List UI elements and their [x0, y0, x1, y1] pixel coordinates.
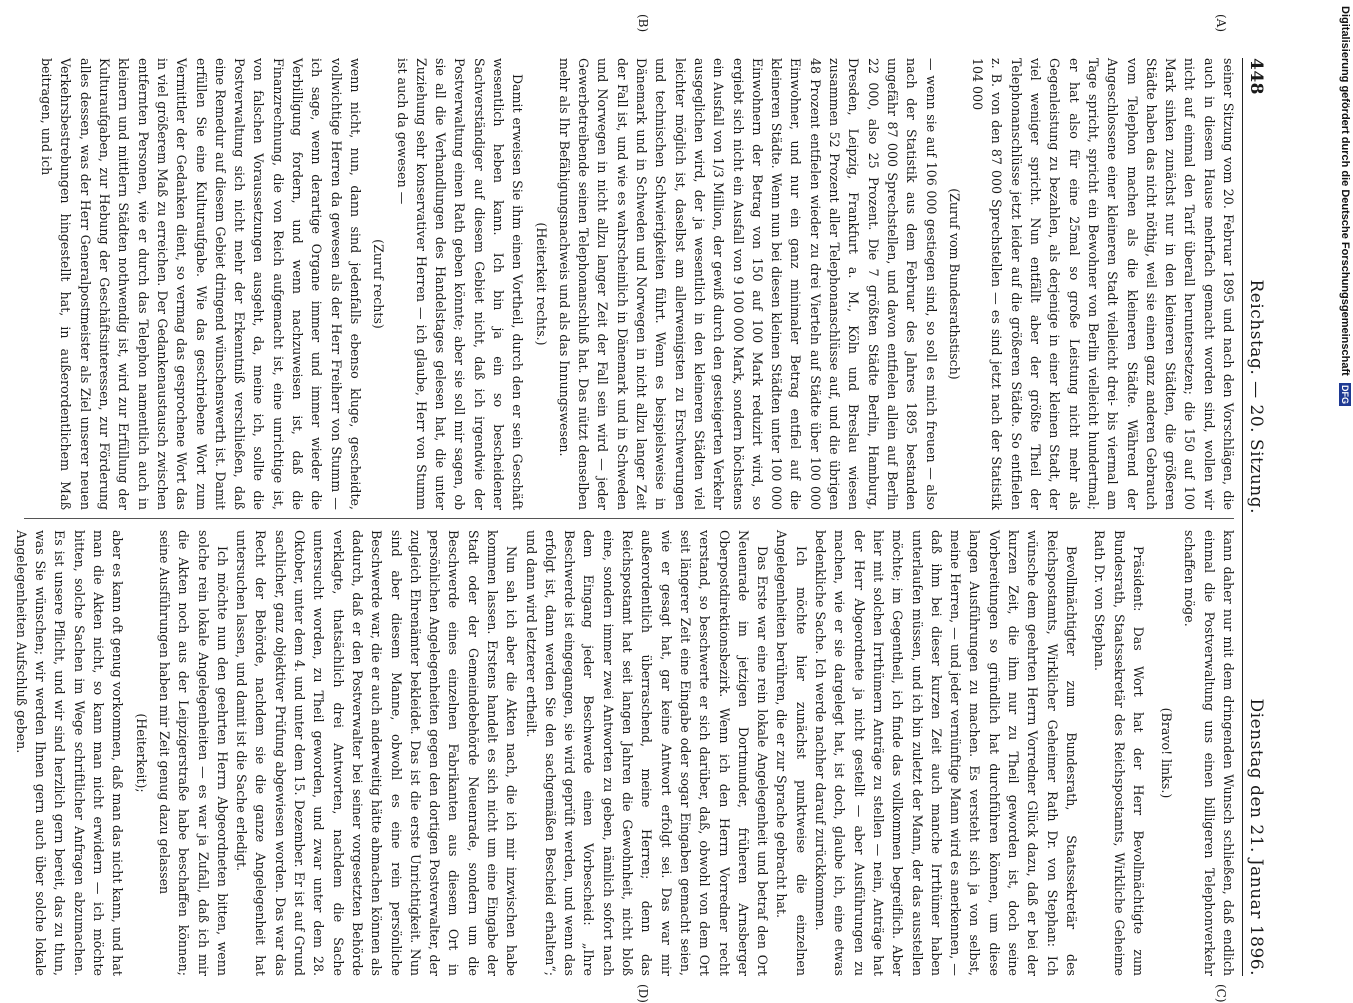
paragraph: — wenn sie auf 106 000 gestiegen sind, so soll es mich freuen — also nach der Statistik aus dem Februar des Jahres 1895 bestanden ungefähr 87 000 Sprechstellen, und davon entfielen allein auf Berlin 22 000, also 25 Prozent. Die 7 größten Städte Berlin, Hamburg, Dresden, Leipzig, Frankfurt a. M., Köln und Breslau wiesen zusammen 52 Prozent aller Telephonanschlüsse auf, und die übrigen 48 Prozent entfielen wieder zu drei Vierteln auf Städte über 100 000 Einwohner, und nur ein ganz minimaler Betrag entfiel auf die kleineren Städte. Wenn nun bei diesen kleinen Städten unter 100 000 Einwohnern der Betrag von 150 auf 100 Mark reduzirt wird, so ergiebt sich nicht ein Ausfall von 9 100 000 Mark, sondern höchstens ein Ausfall von 1/3 Million, der gewiß durch den gesteigerten Verkehr ausgeglichen wird, der ja wesentlich in den kleineren Städten viel leichter möglich ist, daselbst am allerwenigsten zu Erschwerungen und technischen Schwierigkeiten führt. Wenn es beispielsweise in Dänemark und in Schweden und Norwegen in nicht allzu langer Zeit der Fall ist, und wie es wahrscheinlich in Dänemark und in Schweden und Norwegen in nicht allzu langer Zeit der Fall sein wird — jeder Gewerbetreibende seinen Telephonanschluß hat. Das nützt denselben mehr als Ihr Befähigungsnachweis und als das Innungswesen. — [556, 58, 939, 510]
paragraph: Nun sah ich aber die Akten nach, die ich mir inzwischen habe kommen lassen. Erstens handelt es sich nicht um eine Eingabe der Stadt oder der Gemeindebehörde Neuenrade, sondern um die Beschwerde eines einzelnen Fabrikanten aus diesem Ort in persönlichen Angelegenheiten gegen den dortigen Postverwalter, der zugleich Ehrenämter bekleidet. Das ist die erste Unrichtigkeit. Nun sind aber diesem Manne, obwohl es eine rein persönliche Beschwerde war, die er auch anderweitig hätte abmachen können als dadurch, daß er den Postverwalter bei seiner vorgesetzten Behörde verklagte, thatsächlich drei Antworten, nachdem die Sache untersucht worden, zu Theil geworden, und zwar unter dem 28. Oktober, unter dem 4. und unter dem 15. Dezember. Er ist auf Grund sachlicher, ganz objektiver Prüfung abgewiesen worden. Das war das Recht der Behörde, nachdem sie die ganze Angelegenheit hat untersuchen lassen, und damit ist die Sache erledigt. — [234, 530, 520, 976]
interjection: (Zuruf vom Bundesrathstisch) — [946, 188, 962, 380]
paragraph: Das Erste war eine rein lokale Angelegenheit und betraf den Ort Neuenrade im jetzigen Dortmunder, früheren Arnsberger Oberpostdirektionsbezirk. Wenn ich den Herrn Vorredner recht verstand, so beschwerte er sich darüber, daß, obwohl von dem Ort seit längerer Zeit eine Eingabe oder sogar Eingaben gemacht seien, wie er gesagt hat, gar keine Antwort erfolgt sei. Das war mir außerordentlich überraschend, meine Herren; denn das Reichspostamt hat seit langen Jahren die Gewohnheit, nicht bloß eine, sondern immer zwei Antworten zu geben, nämlich sofort nach dem Eingang jeder Beschwerde einen Vorbescheid: „Ihre Beschwerde ist eingegangen, sie wird geprüft werden, und wenn das erfolgt ist, dann werden Sie den sachgemäßen Bescheid erhalten“; und dann wird letzterer ertheilt. — [523, 530, 771, 976]
interjection: (Heiterkeit); — [133, 713, 149, 793]
page-header — [1242, 58, 1280, 976]
margin-marker-d: (D) — [636, 984, 650, 1003]
digitization-text: Digitalisierung gefördert durch die Deutsche Forschungsgemeinschaft — [1339, 6, 1351, 376]
header-date: Dienstag den 21. Januar 1896. — [1246, 698, 1266, 976]
paragraph: seiner Sitzung vom 20. Februar 1895 und nach den Vorschlägen, die auch in diesem Hause mehrfach gemacht worden sind, wollen wir nicht auf einmal den Tarif überall heruntersetzen; die 150 auf 100 Mark sinken zunächst nur in den kleineren Städten, die größeren Städte haben das nicht nöthig, weil sie einen ganz anderen Gebrauch vom Telephon machen als die kleineren Städte. Während der Angeschlossene einer kleineren Stadt vielleicht drei- bis viermal am Tage spricht, spricht ein Bewohner von Berlin vielleicht hundertmal; er hat also für eine 25mal so große Leistung nicht mehr als Gegenleistung zu bezahlen, als derjenige in einer kleinen Stadt, der viel weniger spricht. Nun entfällt aber der größte Theil der Telephonanschlüsse jetzt leider auf die größeren Städte. So entfielen z. B. von den 87 000 Sprechstellen — es sind jetzt nach der Statistik 104 000 — [970, 58, 1236, 510]
column-divider — [24, 518, 1234, 519]
digitization-strip — [1331, 0, 1353, 1000]
paragraph: Ich möchte nun den geehrten Herrn Abgeordneten bitten, wenn solche rein lokale Angelegenheiten — es war ja Zufall, daß ich mir die Akten noch aus der Leipzigerstraße habe beschaffen können; seine Ausführungen haben mir Zeit genug dazu gelassen — [156, 530, 230, 976]
header-session: Reichstag. — 20. Sitzung. — [1246, 279, 1266, 515]
margin-marker-b: (B) — [636, 14, 650, 33]
speaker-paragraph: Präsident: Das Wort hat der Herr Bevollmächtigte zum Bundesrath, Staatssekretär des Reichspostamts, Wirkliche Geheime Rath Dr. von Stephan. — [1092, 530, 1146, 976]
interjection: (Heiterkeit rechts.) — [533, 222, 549, 346]
interjection: (Bravo! links.) — [1159, 707, 1175, 799]
paragraph: Damit erweisen Sie ihm einen Vortheil, durch den er sein Geschäft wesentlich heben kann. Ich bin ja ein so bescheidener Sachverständiger auf diesem Gebiet nicht, daß ich irgendwie der Postverwaltung einen Rath geben könnte; aber sie soll mir sagen, ob sie all die Verhandlungen des Handelstages gelesen hat, die unter Zuziehung sehr konservativer Herren — ich glaube, Herr von Stumm ist auch da gewesen — — [394, 58, 526, 510]
margin-marker-c: (C) — [1214, 984, 1228, 1003]
right-column — [13, 530, 1238, 976]
speaker-paragraph: Bevollmächtigter zum Bundesrath, Staatssekretär des Reichspostamts, Wirklicher Geheimer Rath Dr. von Stephan: Ich wünsche dem geehrten Herrn Vorredner Glück dazu, daß er bei der kurzen Zeit, die ihm nur zu Theil geworden ist, doch seine Vorbereitungen so gründlich hat durchführen können, um diese langen Ausführungen zu machen. Es versteht sich ja von selbst, meine Herren, — und jeder vernünftige Mann wird es anerkennen, — daß ihm bei dieser kurzen Zeit auch manche Irrthümer haben unterlaufen müssen, und ich bin zuletzt der Mann, der das ausstellen möchte; im Gegentheil, ich finde das vollkommen begreiflich. Aber hier mit solchen Irrthümern Anträge zu stellen — nein, Anträge hat der Herr Abgeordnete ja nicht gestellt — aber Ausführungen zu machen, wie er sie dargelegt hat, ist doch, glaube ich, eine etwas bedenkliche Sache. Ich werde nachher darauf zurückkommen. — [813, 530, 1079, 976]
paragraph: wenn nicht, nun, dann sind jedenfalls ebenso kluge, gescheidte, vollwichtige Herren da gewesen als der Herr Freiherr von Stumm — ich sage, wenn derartige Organe immer und immer wieder die Verbilligung fordern, und wenn nachzuweisen ist, daß die Finanzrechnung, die von Reich aufgemacht ist, eine unrichtige ist, von falschen Voraussetzungen ausgeht, da, meine ich, sollte die Postverwaltung sich nicht mehr der Erkenntniß verschließen, daß eine Remedur auf diesem Gebiet dringend wünschenswerth ist. Damit erfüllen Sie eine Kulturaufgabe. Wie das geschriebene Wort zum Vermittler der Gedanken dient, so vermag das gesprochene Wort das in viel größerem Maß zu erreichen. Der Gedankenaustausch zwischen entfernten Personen, wie er durch das Telephon namentlich auch in kleinern und mittlern Städten nothwendig ist, wird zur Erfüllung der Kulturaufgaben, zur Hebung der Geschäftsinteressen, zur Förderung alles dessen, was der Herr Generalpostmeister als Ziel unserer neuen Verkehrsbestrebungen hingestellt hat, in außerordentlichem Maß beitragen, und ich — [39, 58, 363, 510]
left-column — [18, 58, 1238, 510]
page-number: 448 — [1246, 58, 1266, 95]
paragraph: kann daher nur mit dem dringenden Wunsch schließen, daß endlich einmal die Postverwaltung uns einen billigeren Telephonverkehr schaffen möge. — [1182, 530, 1236, 976]
paragraph: Ich möchte hier zunächst punktweise die einzelnen Angelegenheiten berühren, die er zur Sprache gebracht hat. — [774, 530, 809, 976]
paragraph: aber es kann oft genug vorkommen, daß man das nicht kann, und hat man die Akten nicht, so kann man nicht erwidern — ich möchte bitten, solche Sachen im Wege schriftlicher Anfragen abzumachen. Es ist unsere Pflicht, und wir sind herzlich gern bereit, das zu thun, was Sie wünschen; wir werden Ihnen gern auch über solche lokale Angelegenheiten Aufschluß geben. — [13, 530, 126, 976]
dfg-logo: DFG — [1340, 384, 1350, 404]
interjection: (Zuruf rechts) — [371, 239, 387, 329]
margin-marker-a: (A) — [1214, 14, 1228, 33]
digitization-note — [1335, 6, 1351, 626]
